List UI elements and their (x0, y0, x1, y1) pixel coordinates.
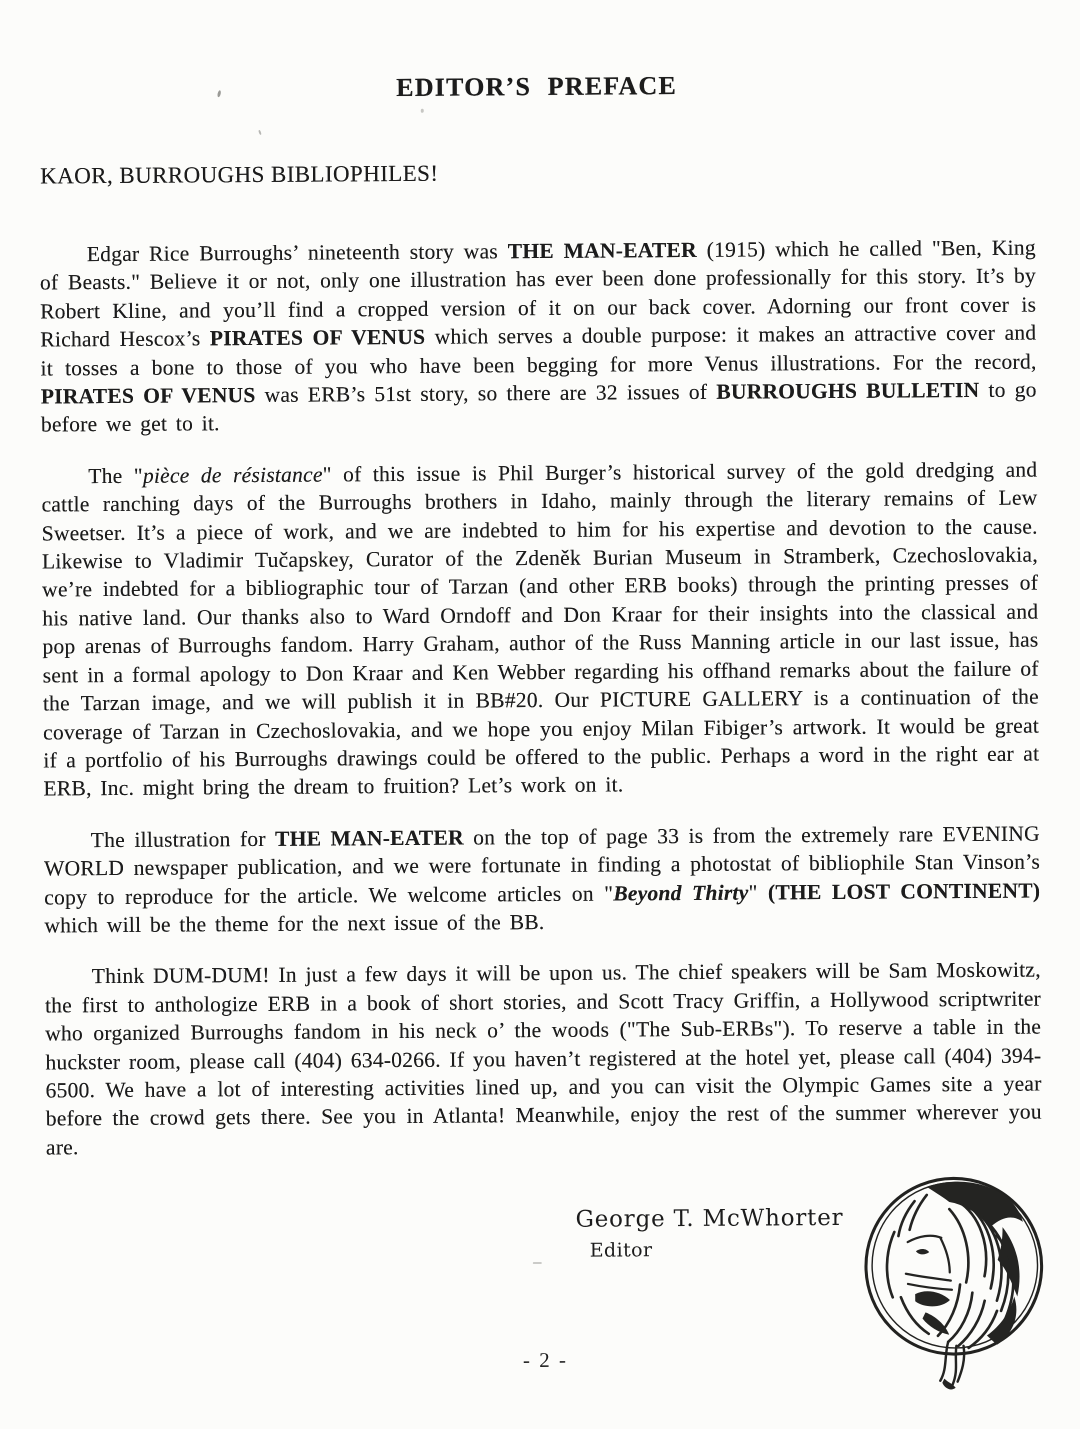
scan-speck (258, 130, 262, 135)
paragraph-3: The illustration for THE MAN-EATER on the top of page 33 is from the extremely rare EVENING WORLD newspaper publication, and we were fortunate in finding a photostat of bibliophile Stan Vinson’s copy to reproduce for the article. We welcome articles on "Beyond Thirty" (THE LOST CONTINENT) which will be the theme for the next issue of the BB. (43, 821, 1041, 938)
paragraph-2: The "pièce de résistance" of this issue is Phil Burger’s historical survey of the gold dredging and cattle ranching days of the Burroughs brothers in Idaho, mainly through the literary remains of Lew Sweetser. It’s a piece of work, and we are indebted to him for his expertise and devotion to the cause. Likewise to Vladimir Tučapskey, Curator of the Zdeněk Burian Museum in Stramberk, Czechoslovakia, we’re indebted for a bibliographic tour of Tarzan (and other ERB books) through the printing presses of his native land. Our thanks also to Ward Orndoff and Don Kraar for their insights into the classical and pop arenas of Burroughs fandom. Harry Graham, author of the Russ Manning article in our last issue, has sent in a formal apology to Don Kraar and Ken Webber regarding his offhand remarks about the failure of the Tarzan image, and we will publish it in BB#20. Our PICTURE GALLERY is a continuation of the coverage of Tarzan in Czechoslovakia, and we hope you enjoy Milan Fibiger’s artwork. It would be great if a portfolio of his Burroughs drawings could be offered to the public. Perhaps a word in the right ear at ERB, Inc. might bring the dream to fruition? Let’s work on it. (41, 457, 1040, 801)
scan-speck (533, 1262, 542, 1264)
scan-speck (421, 109, 424, 113)
salutation: KAOR, BURROUGHS BIBLIOPHILES! (40, 160, 439, 189)
editor-name: George T. McWhorter (575, 1204, 844, 1233)
preface-body (40, 234, 1043, 1185)
paragraph-1: Edgar Rice Burroughs’ nineteenth story was THE MAN-EATER (1915) which he called "Ben, King of Beasts." Believe it or not, only one illustration has ever been done professionally for this story. It’s by Robert Kline, and you’ll find a cropped version of it on our back cover. Adorning our front cover is Richard Hescox’s PIRATES OF VENUS which serves a double purpose: it makes an attractive cover and it tosses a bone to those of you who have been begging for more Venus illustrations. For the record, PIRATES OF VENUS was ERB’s 51st story, so there are 32 issues of BURROUGHS BULLETIN to go before we get to it. (39, 235, 1037, 437)
paragraph-4: Think DUM-DUM! In just a few days it will be upon us. The chief speakers will be Sam Moskowitz, the first to anthologize ERB in a book of short stories, and Scott Tracy Griffin, a Hollywood scriptwriter who organized Burroughs fandom in his neck o’ the woods ("The Sub-ERBs"). To reserve a table in the huckster room, please call (404) 634-0266. If you haven’t registered at the hotel yet, please call (404) 394-6500. We have a lot of interesting activities lined up, and you can visit the Olympic Games site a year before the crowd gets there. See you in Atlanta! Meanwhile, enjoy the rest of the summer wherever you are. (44, 957, 1042, 1160)
page-number: - 2 - (522, 1347, 569, 1373)
signature-block (575, 1205, 843, 1262)
page-title: EDITOR’S PREFACE (396, 71, 678, 102)
editor-role: Editor (589, 1239, 653, 1262)
